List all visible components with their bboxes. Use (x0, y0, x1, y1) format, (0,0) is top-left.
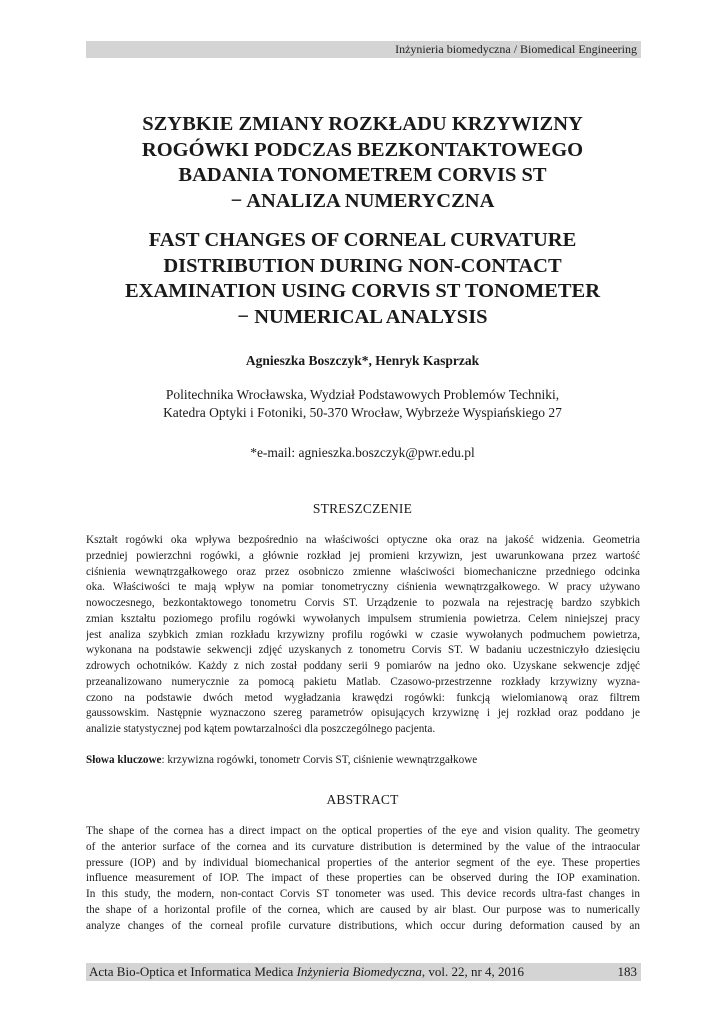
text-line: przedniej powierzchni rogówki, a głównie rozkład jej promieni krzywizn, jest uwarunkowana przez wartość (86, 549, 640, 562)
keywords-label: Słowa kluczowe (86, 754, 162, 766)
title-polish (80, 112, 645, 214)
abstract-body (86, 824, 640, 934)
text-line: czono na podstawie dwóch metod wygładzania krawędzi rogówki: funkcją wielomianową oraz filtrem (86, 691, 640, 704)
text-line: gaussowskim. Następnie wyznaczono szereg parametrów opisujących krzywiznę i jej rozkład oraz poddano je (86, 707, 640, 720)
text-line: analizie statystycznej pod kątem powtarzalności dla poszczególnego pacjenta. (86, 723, 436, 735)
title-line: − NUMERICAL ANALYSIS (237, 305, 488, 328)
abstract-heading: ABSTRACT (326, 792, 399, 807)
text-line: analyze changes of the corneal profile curvature distributions, which occur during deformation caused by an (86, 919, 640, 932)
corresponding-email: *e-mail: agnieszka.boszczyk@pwr.edu.pl (250, 445, 475, 460)
keywords (86, 753, 640, 769)
title-line: SZYBKIE ZMIANY ROZKŁADU KRZYWIZNY (142, 113, 583, 135)
authors: Agnieszka Boszczyk*, Henryk Kasprzak (245, 353, 480, 368)
affiliation (80, 386, 645, 422)
text-line: Kształt rogówki oka wpływa bezpośrednio na właściwości optyczne oka oraz na jakość widzenia. Geometria (86, 534, 640, 546)
journal-citation (89, 964, 524, 980)
streszczenie-body (86, 533, 640, 738)
title-line: ROGÓWKI PODCZAS BEZKONTAKTOWEGO (141, 138, 584, 161)
text-line: The shape of the cornea has a direct impact on the optical properties of the eye and vision quality. The geometry (86, 825, 640, 837)
page-number: 183 (617, 964, 637, 979)
running-footer (86, 963, 641, 981)
affiliation-line: Katedra Optyki i Fotoniki, 50-370 Wrocław, Wybrzeże Wyspiańskiego 27 (163, 405, 562, 420)
title-line: DISTRIBUTION DURING NON-CONTACT (163, 254, 562, 277)
journal-section-label: Inżynieria biomedyczna / Biomedical Engineering (395, 42, 637, 56)
title-english (80, 228, 645, 330)
running-header (86, 41, 641, 58)
text-line: zmian kształtu poziomego profilu rogówki wywołanych impulsem strumienia powietrza. Celem niniejszej pracy (86, 612, 640, 625)
text-line: jest analiza szybkich zmian rozkładu krzywizny profilu rogówki w czasie wywołanych podmuchem powietrza, (86, 628, 640, 641)
text-line: ciśnienia wewnątrzgałkowego oraz przez osobniczo zmienne właściwości biomechaniczne przedniego odcinka (86, 565, 640, 578)
journal-name-italic: Inżynieria Biomedyczna (296, 964, 422, 979)
journal-volume: , vol. 22, nr 4, 2016 (421, 964, 525, 979)
journal-name: Acta Bio-Optica et Informatica Medica (89, 964, 297, 979)
keywords-text: : krzywizna rogówki, tonometr Corvis ST, ciśnienie wewnątrzgałkowe (161, 754, 478, 766)
text-line: wykonana na podstawie sekwencji zdjęć uzyskanych z tonometru Corvis ST. W badaniu uczestniczyło dziesięciu (86, 644, 640, 657)
text-line: przeanalizowano numerycznie za pomocą pakietu Matlab. Czasowo-przestrzenne rozkłady krzywizny wyzna- (86, 675, 640, 688)
text-line: In this study, the modern, non-contact Corvis ST tonometer was used. This device records ultra-fast changes in (86, 888, 640, 900)
text-line: the shape of a horizontal profile of the cornea, which are caused by air blast. Our purpose was to numerically (86, 903, 640, 916)
text-line: influence measurement of IOP. The impact of these properties can be observed during the IOP examination. (86, 872, 640, 885)
text-line: zdrowych ochotników. Każdy z nich został poddany serii 9 pomiarów na jedno oko. Uzyskane sekwencje zdjęć (86, 660, 640, 672)
title-line: EXAMINATION USING CORVIS ST TONOMETER (124, 280, 601, 303)
affiliation-line: Politechnika Wrocławska, Wydział Podstawowych Problemów Techniki, (165, 387, 560, 402)
title-line: BADANIA TONOMETREM CORVIS ST (178, 164, 547, 187)
streszczenie-heading: STRESZCZENIE (312, 501, 413, 516)
title-line: FAST CHANGES OF CORNEAL CURVATURE (148, 229, 577, 251)
text-line: oka. Właściwości te mają wpływ na pomiar tonometryczny ciśnienia wewnątrzgałkowego. W pracy używano (86, 581, 640, 594)
text-line: of the anterior surface of the cornea and its curvature distribution is determined by the value of the intraocular (86, 840, 640, 853)
text-line: pressure (IOP) and by individual biomechanical properties of the anterior segment of the eye. These properties (86, 856, 640, 869)
text-line: nowoczesnego, bezkontaktowego tonometru Corvis ST. Urządzenie to pozwala na rejestrację bardzo szybkich (86, 597, 640, 609)
title-line: − ANALIZA NUMERYCZNA (230, 189, 495, 212)
